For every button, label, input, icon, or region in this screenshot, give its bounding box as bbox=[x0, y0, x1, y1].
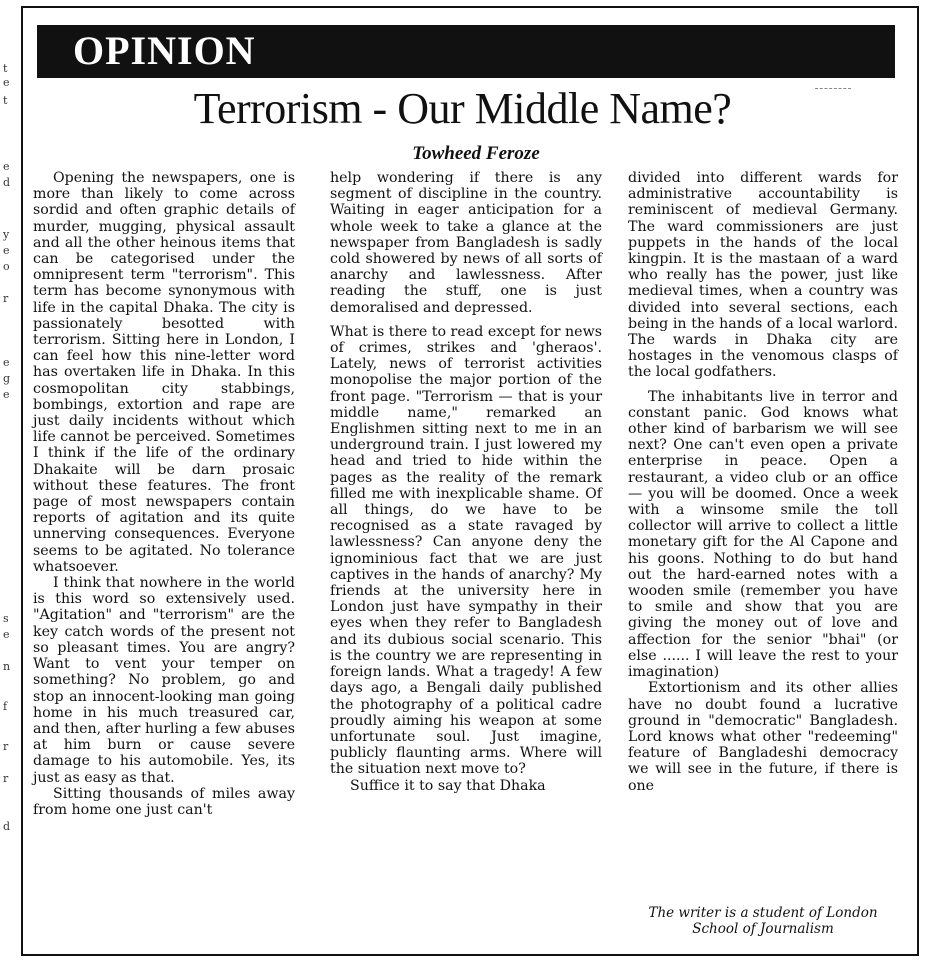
margin-fragment: e bbox=[3, 244, 10, 257]
paragraph: Opening the newspapers, one is more than likely to come across sordid and often graphic details of murder, mugging, physical assault and all the other heinous items that can be categorised under the omnipresent term "terrorism". This term has become synonymous with life in the capital Dhaka. The city is passionately besotted with terrorism. Sitting here in London, I can feel how this nine-letter word has overtaken life in Dhaka. In this cosmopolitan city stabbings, bombings, extortion and rape are just daily incidents without which life cannot be perceived. Sometimes I think if the life of the ordinary Dhakaite will be darn prosaic without these features. The front page of most newspapers contain reports of agitation and its quite unnerving consequences. Everyone seems to be agitated. No tolerance whatsoever. bbox=[33, 170, 295, 575]
paragraph: What is there to read except for news of crimes, strikes and 'gheraos'. Lately, news of terrorist activities monopolise the major portion of the front page. "Terrorism — that is your middle name," remarked an Englishmen sitting next to me in an underground train. I just lowered my head and tried to hide within the pages as the reality of the remark filled me with inexplicable shame. Of all things, do we have to be recognised as a state ravaged by lawlessness? Can anyone deny the ignominious fact that we are just captives in the hands of anarchy? My friends at the university here in London just have sympathy in their eyes when they refer to Bangladesh and its dubious social scenario. This is the country we are representing in foreign lands. What a tragedy! A few days ago, a Bengali daily published the photography of a political cadre proudly aiming his weapon at some unfortunate soul. Just imagine, publicly flaunting arms. Where will the situation next move to? bbox=[330, 323, 602, 778]
section-label: OPINION bbox=[73, 28, 256, 73]
paragraph: The inhabitants live in terror and constant panic. God knows what other kind of barbarism we will see next? One can't even open a private enterprise in peace. Open a restaurant, a video club or an office — you will be doomed. Once a week with a winsome smile the toll collector will arrive to collect a little monetary gift for the Al Capone and his goons. Nothing to do but hand out the hard-earned notes with a wooden smile (remember you have to smile and show that you are giving the money out of love and affection for the senior "bhai" (or else ...... I will leave the rest to your imagination) bbox=[628, 388, 898, 681]
margin-fragment: d bbox=[3, 820, 11, 833]
margin-fragment: e bbox=[3, 628, 10, 641]
margin-fragment: t bbox=[3, 94, 8, 107]
article-column-1 bbox=[33, 170, 295, 818]
margin-fragment: r bbox=[3, 292, 9, 305]
article-column-3 bbox=[628, 170, 898, 794]
margin-fragment: f bbox=[3, 700, 8, 713]
margin-fragment: e bbox=[3, 76, 10, 89]
paragraph: divided into different wards for administrative accountability is reminiscent of medieval Germany. The ward commissioners are just puppets in the hands of the local kingpin. It is the mastaan of a ward who really has the power, just like medieval times, when a country was divided into several sections, each being in the hands of a local warlord. The wards in Dhaka city are hostages in the venomous clasps of the local godfathers. bbox=[628, 170, 898, 381]
article-headline: Terrorism - Our Middle Name? bbox=[193, 84, 732, 133]
paragraph: Suffice it to say that Dhaka bbox=[350, 777, 546, 794]
author-byline: Towheed Feroze bbox=[412, 143, 540, 164]
margin-fragment: d bbox=[3, 176, 11, 189]
margin-fragment: r bbox=[3, 740, 9, 753]
margin-fragment: r bbox=[3, 772, 9, 785]
margin-fragment: s bbox=[3, 612, 9, 625]
paragraph: I think that nowhere in the world is this word so extensively used. "Agitation" and "terrorism" are the key catch words of the present not so pleasant times. You are angry? Want to vent your temper on something? No problem, go and stop an innocent-looking man going home in his much treasured car, and then, after hurling a few abuses at him burn or cause severe damage to his automobile. Yes, its just as easy as that. bbox=[33, 575, 295, 786]
adjacent-column-fragments bbox=[0, 0, 22, 966]
article-column-2 bbox=[330, 170, 602, 794]
paragraph: help wondering if there is any segment of discipline in the country. Waiting in eager anticipation for a whole week to take a glance at the newspaper from Bangladesh is sadly cold showered by news of all sorts of anarchy and lawlessness. After reading the stuff, one is just demoralised and depressed. bbox=[330, 170, 602, 316]
writer-note: The writer is a student of London School of Journalism bbox=[648, 905, 878, 937]
margin-fragment: o bbox=[3, 260, 10, 273]
paragraph: Extortionism and its other allies have no doubt found a lucrative ground in "democratic" Bangladesh. Lord knows what other "redeeming" feature of Bangladeshi democracy we will see in the future, if there is one bbox=[628, 680, 898, 794]
margin-fragment: t bbox=[3, 62, 8, 75]
margin-fragment: g bbox=[3, 372, 11, 385]
margin-fragment: e bbox=[3, 160, 10, 173]
section-banner bbox=[37, 25, 895, 78]
margin-fragment: n bbox=[3, 660, 11, 673]
margin-fragment: e bbox=[3, 388, 10, 401]
paragraph: Sitting thousands of miles away from home one just can't bbox=[33, 785, 295, 818]
margin-fragment: y bbox=[3, 228, 10, 241]
margin-fragment: e bbox=[3, 356, 10, 369]
